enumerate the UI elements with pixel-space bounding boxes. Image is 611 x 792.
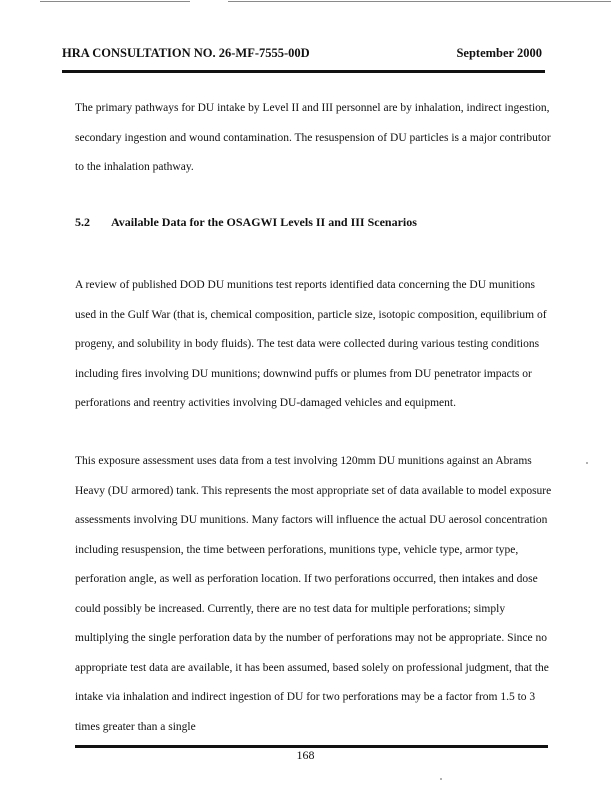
scan-speck: [586, 462, 588, 464]
page-header: [62, 46, 542, 66]
section-number: 5.2: [75, 215, 90, 229]
document-title: HRA CONSULTATION NO. 26-MF-7555-00D: [62, 46, 310, 60]
section-heading: [75, 215, 417, 230]
paragraph-exposure-assessment: This exposure assessment uses data from a test involving 120mm DU munitions against an Abrams Heavy (DU armored) tank. This represents the most appropriate set of data available to model exposure assessments involving DU munitions. Many factors will influence the actual DU aerosol concentration including resuspension, the time between perforations, munitions type, vehicle type, armor type, perforation angle, as well as perforation location. If two perforations occurred, then intakes and dose could possibly be increased. Currently, there are no test data for multiple perforations; simply multiplying the single perforation data by the number of perforations may not be appropriate. Since no appropriate test data are available, it has been assumed, based solely on professional judgment, that the intake via inhalation and indirect ingestion of DU for two perforations may be a factor from 1.5 to 3 times greater than a single: [75, 455, 552, 733]
scan-artifact-top-edge: [0, 0, 611, 3]
scan-line-segment: [228, 1, 611, 2]
header-rule: [62, 70, 545, 73]
paragraph-review: A review of published DOD DU munitions test reports identified data concerning the DU munitions used in the Gulf War (that is, chemical composition, particle size, isotopic composition, equilibrium of progeny, and solubility in body fluids). The test data were collected during various testing conditions including fires involving DU munitions; downwind puffs or plumes from DU penetrator impacts or perforations and reentry activities involving DU-damaged vehicles and equipment.: [75, 279, 547, 409]
document-date: September 2000: [456, 46, 542, 60]
scan-line-segment: [40, 1, 190, 2]
section-title: Available Data for the OSAGWI Levels II and III Scenarios: [111, 215, 417, 229]
paragraph-pathways: The primary pathways for DU intake by Level II and III personnel are by inhalation, indirect ingestion, secondary ingestion and wound contamination. The resuspension of DU particles is a major contributor to the inhalation pathway.: [75, 102, 551, 173]
scan-speck: [440, 778, 442, 780]
page-number: 168: [296, 748, 315, 762]
